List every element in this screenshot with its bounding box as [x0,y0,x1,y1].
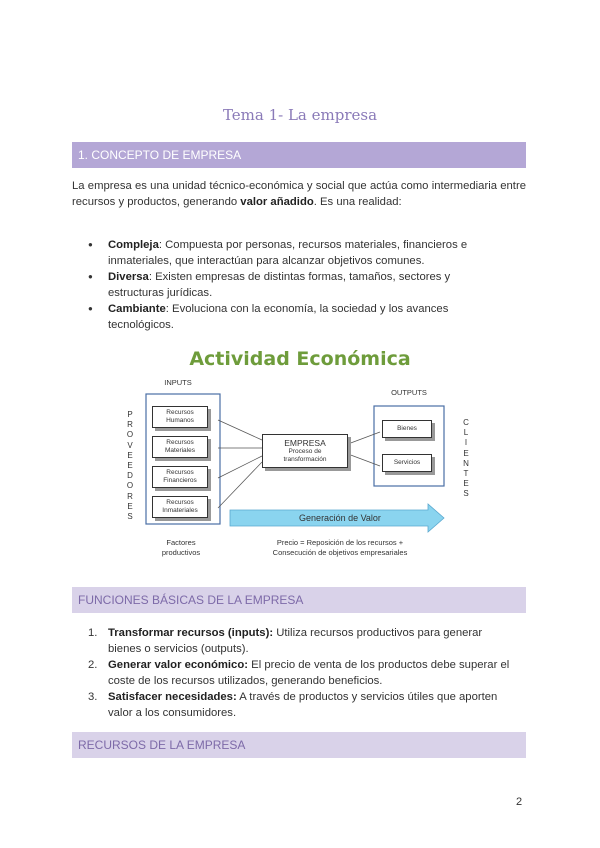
list-item [88,625,518,657]
diagram-title: Actividad Económica [189,348,411,370]
section-heading-funciones: FUNCIONES BÁSICAS DE LA EMPRESA [72,587,526,613]
proceso-label: Proceso de [288,448,322,455]
vertical-letter: V [127,440,133,450]
input-line-1: Recursos [166,439,194,446]
input-line-1: Recursos [166,469,194,476]
input-line-2: Humanos [166,417,194,424]
precio-label [240,538,440,558]
outputs-frame [374,406,444,486]
list-item [88,657,518,689]
precio-line-1: Precio = Reposición de los recursos + [276,538,404,547]
vertical-letter: E [127,450,133,460]
empresa-label: EMPRESA [284,438,326,448]
bullet-term: Compleja [108,239,159,251]
bullet-term: Diversa [108,271,149,283]
inputs-label: INPUTS [164,378,192,387]
vertical-letter: L [463,428,469,438]
bullet-text: : Existen empresas de distintas formas, tamaños, sectores y estructuras jurídicas. [108,271,451,299]
proveedores-label [126,410,134,522]
input-line-1: Recursos [166,499,194,506]
list-item [88,689,518,721]
output-box-servicios: Servicios [382,454,432,472]
outputs-label: OUTPUTS [391,388,427,397]
input-box-inmateriales [152,496,208,518]
input-line-1: Recursos [166,409,194,416]
vertical-letter: O [126,481,134,491]
page-title: Tema 1- La empresa [222,106,378,124]
item-text: El precio de venta de los productos debe superar el coste de los recursos utilizados, generando beneficios. [108,659,510,687]
intro-bold: valor añadido [240,196,314,208]
value-generation-label: Generación de Valor [299,513,381,523]
item-number: 3. [88,691,98,703]
vertical-letter: E [127,461,133,471]
section-heading-concepto: 1. CONCEPTO DE EMPRESA [72,142,526,168]
vertical-letter: I [464,438,468,448]
vertical-letter: N [463,458,469,468]
intro-text-a: La empresa es una unidad técnico-económica y social que actúa como intermediaria entre recursos y productos, generando [72,180,526,208]
list-item [88,237,508,269]
section-heading-recursos: RECURSOS DE LA EMPRESA [72,732,526,758]
empresa-box [262,434,348,468]
input-line-2: Inmateriales [162,507,198,514]
vertical-letter: P [127,410,133,419]
vertical-letter: E [463,448,469,458]
input-box-financieros [152,466,208,488]
vertical-letter: E [463,479,469,489]
input-line-2: Materiales [165,447,195,454]
precio-line-2: Consecución de objetivos empresariales [272,548,408,557]
intro-text-b: . Es una realidad: [313,196,402,208]
vertical-letter: R [127,491,133,501]
item-number: 1. [88,627,98,639]
characteristics-list [88,237,508,333]
intro-paragraph [72,178,526,210]
bullet-term: Cambiante [108,303,166,315]
vertical-letter: S [463,489,469,499]
vertical-letter: E [127,501,133,511]
list-item [88,269,508,301]
factores-line-2: productivos [161,548,201,557]
vertical-letter: C [463,418,469,427]
transformacion-label: transformación [283,456,327,463]
vertical-letter: T [463,469,469,479]
vertical-letter: S [127,512,133,522]
bullet-text: : Compuesta por personas, recursos materiales, financieros e inmateriales, que interactúan para alcanzar objetivos comunes. [108,239,468,267]
item-term: Satisfacer necesidades: [108,691,237,703]
economic-activity-diagram [110,348,490,568]
item-text: A través de productos y servicios útiles que aporten valor a los consumidores. [108,691,498,719]
page-number: 2 [516,796,523,808]
factores-line-1: Factores [166,538,196,547]
input-box-materiales [152,436,208,458]
output-box-bienes: Bienes [382,420,432,438]
list-item [88,301,508,333]
functions-list [88,625,518,721]
input-box-humanos [152,406,208,428]
item-term: Generar valor económico: [108,659,249,671]
vertical-letter: R [127,420,133,430]
clientes-label [462,418,470,500]
vertical-letter: O [126,430,134,440]
input-line-2: Financieros [163,477,197,484]
bullet-text: : Evoluciona con la economía, la sociedad y los avances tecnológicos. [108,303,449,331]
vertical-letter: D [127,471,133,481]
item-text: Utiliza recursos productivos para generar bienes o servicios (outputs). [108,627,483,655]
item-number: 2. [88,659,98,671]
item-term: Transformar recursos (inputs): [108,627,274,639]
factores-label [146,538,216,558]
